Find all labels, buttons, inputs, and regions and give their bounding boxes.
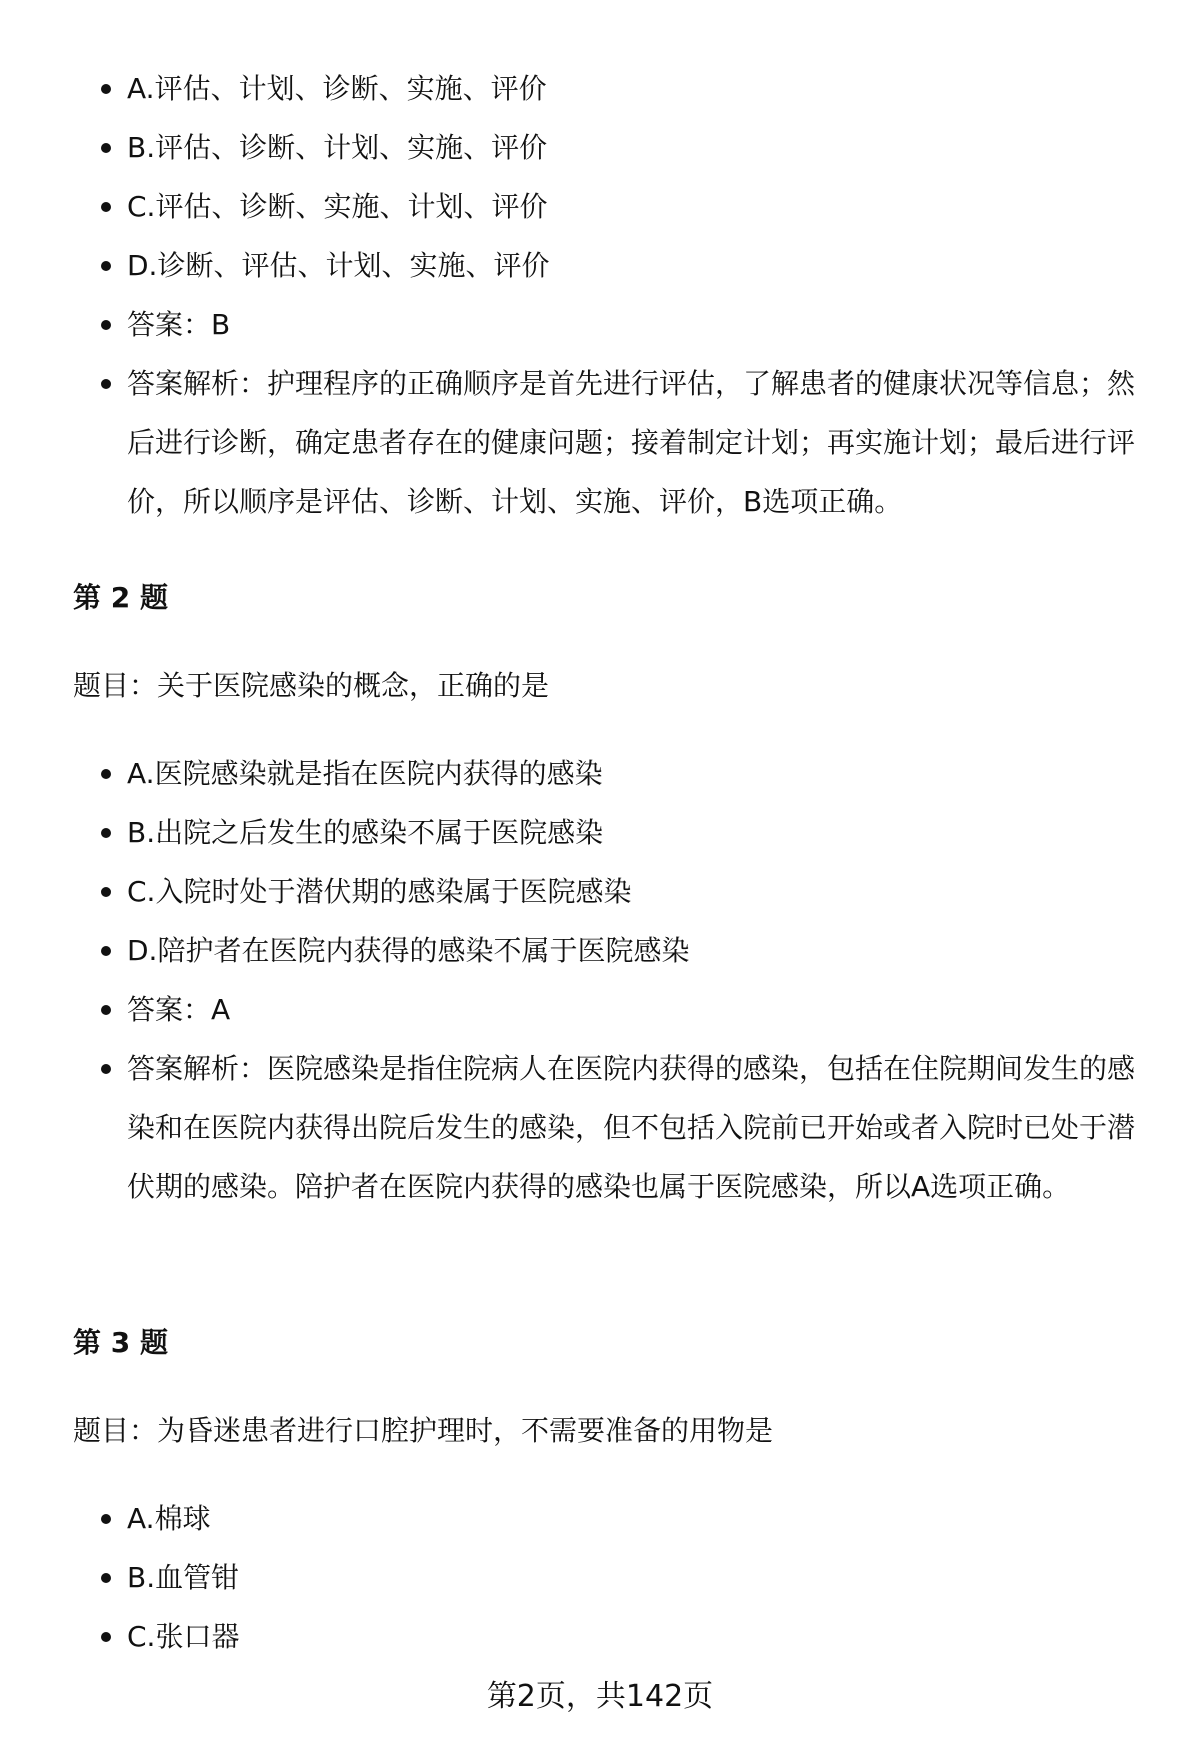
bullet-icon bbox=[101, 202, 111, 212]
q1-explanation bbox=[73, 354, 1143, 531]
q2-option-d bbox=[73, 921, 1143, 980]
q2-explanation bbox=[73, 1039, 1143, 1216]
answer-text: 答案：B bbox=[127, 308, 231, 341]
bullet-icon bbox=[101, 1064, 111, 1074]
bullet-icon bbox=[101, 379, 111, 389]
bullet-icon bbox=[101, 143, 111, 153]
option-text: D.诊断、评估、计划、实施、评价 bbox=[127, 249, 550, 282]
q3-question: 题目：为昏迷患者进行口腔护理时，不需要准备的用物是 bbox=[73, 1414, 774, 1447]
q1-answer bbox=[73, 295, 1143, 354]
q2-option-c bbox=[73, 862, 1143, 921]
q2-option-b bbox=[73, 803, 1143, 862]
q3-option-c bbox=[73, 1607, 1143, 1666]
bullet-icon bbox=[101, 769, 111, 779]
option-text: A.评估、计划、诊断、实施、评价 bbox=[127, 72, 547, 105]
bullet-icon bbox=[101, 828, 111, 838]
q2-block bbox=[73, 744, 1143, 1216]
option-text: C.张口器 bbox=[127, 1620, 240, 1653]
bullet-icon bbox=[101, 1632, 111, 1642]
option-text: C.入院时处于潜伏期的感染属于医院感染 bbox=[127, 875, 632, 908]
q2-option-a bbox=[73, 744, 1143, 803]
q3-option-a bbox=[73, 1489, 1143, 1548]
q3-block bbox=[73, 1489, 1143, 1666]
bullet-icon bbox=[101, 1514, 111, 1524]
q1-option-a bbox=[73, 59, 1143, 118]
bullet-icon bbox=[101, 84, 111, 94]
q1-options bbox=[73, 59, 1143, 531]
option-text: A.棉球 bbox=[127, 1502, 211, 1535]
bullet-icon bbox=[101, 1005, 111, 1015]
option-text: B.血管钳 bbox=[127, 1561, 240, 1594]
q2-question: 题目：关于医院感染的概念，正确的是 bbox=[73, 669, 550, 702]
option-text: A.医院感染就是指在医院内获得的感染 bbox=[127, 757, 603, 790]
q1-option-b bbox=[73, 118, 1143, 177]
bullet-icon bbox=[101, 946, 111, 956]
q2-options bbox=[73, 744, 1143, 1216]
option-text: D.陪护者在医院内获得的感染不属于医院感染 bbox=[127, 934, 690, 967]
option-text: B.出院之后发生的感染不属于医院感染 bbox=[127, 816, 604, 849]
explanation-text: 答案解析：医院感染是指住院病人在医院内获得的感染，包括在住院期间发生的感染和在医院内获得出院后发生的感染，但不包括入院前已开始或者入院时已处于潜伏期的感染。陪护者在医院内获得的感染也属于医院感染，所以A选项正确。 bbox=[127, 1052, 1136, 1203]
option-text: C.评估、诊断、实施、计划、评价 bbox=[127, 190, 548, 223]
page-number-footer: 第2页，共142页 bbox=[486, 1679, 714, 1714]
q1-block bbox=[73, 59, 1143, 531]
bullet-icon bbox=[101, 320, 111, 330]
q2-answer bbox=[73, 980, 1143, 1039]
q3-option-b bbox=[73, 1548, 1143, 1607]
explanation-text: 答案解析：护理程序的正确顺序是首先进行评估，了解患者的健康状况等信息；然后进行诊断，确定患者存在的健康问题；接着制定计划；再实施计划；最后进行评价，所以顺序是评估、诊断、计划、实施、评价，B选项正确。 bbox=[127, 367, 1136, 518]
q1-option-c bbox=[73, 177, 1143, 236]
q1-option-d bbox=[73, 236, 1143, 295]
bullet-icon bbox=[101, 887, 111, 897]
q3-options bbox=[73, 1489, 1143, 1666]
option-text: B.评估、诊断、计划、实施、评价 bbox=[127, 131, 548, 164]
bullet-icon bbox=[101, 1573, 111, 1583]
q2-heading: 第 2 题 bbox=[73, 581, 168, 614]
bullet-icon bbox=[101, 261, 111, 271]
answer-text: 答案：A bbox=[127, 993, 231, 1026]
q3-heading: 第 3 题 bbox=[73, 1326, 168, 1359]
